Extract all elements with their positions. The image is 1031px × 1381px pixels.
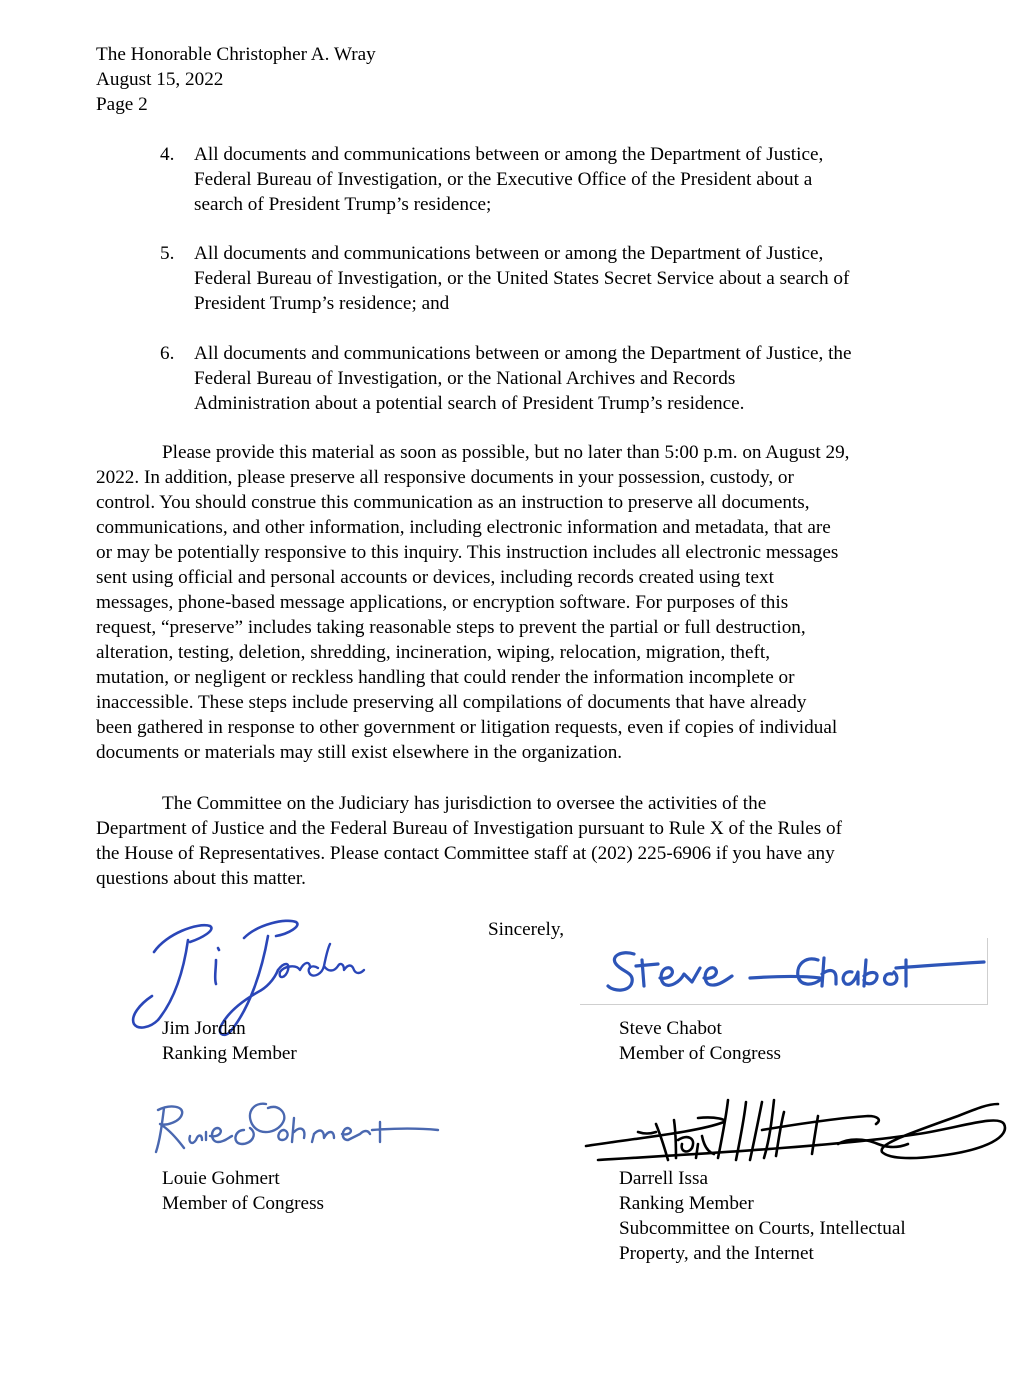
scan-edge — [580, 1004, 988, 1005]
louie-gohmert-signature — [148, 1090, 440, 1162]
signature-block-jim-jordan — [162, 1016, 297, 1066]
request-line: President Trump’s residence; and — [194, 293, 450, 314]
page-number: Page 2 — [96, 94, 148, 115]
request-line: Federal Bureau of Investigation, or the United States Secret Service about a search of — [194, 268, 850, 289]
paragraph-line: sent using official and personal accounts or devices, including records created using text — [96, 567, 774, 588]
request-item-6 — [160, 341, 960, 416]
signatory-title: Member of Congress — [162, 1193, 324, 1214]
preservation-paragraph — [96, 440, 956, 765]
paragraph-line: alteration, testing, deletion, shredding, incineration, wiping, relocation, migration, theft, — [96, 642, 771, 663]
request-line: All documents and communications between or among the Department of Justice, — [194, 243, 824, 264]
date-line: August 15, 2022 — [96, 69, 224, 90]
signatory-name: Darrell Issa — [619, 1168, 708, 1189]
signatory-title: Ranking Member — [619, 1193, 754, 1214]
paragraph-line: communications, and other information, including electronic information and metadata, that are — [96, 517, 831, 538]
request-item-5 — [160, 241, 960, 316]
signatory-title: Subcommittee on Courts, Intellectual — [619, 1218, 906, 1239]
signatory-name: Jim Jordan — [162, 1018, 246, 1039]
closing: Sincerely, — [488, 919, 565, 940]
request-line: Federal Bureau of Investigation, or the Executive Office of the President about a — [194, 169, 813, 190]
letter-header — [96, 42, 376, 117]
request-line: search of President Trump’s residence; — [194, 194, 492, 215]
paragraph-line: control. You should construe this communication as an instruction to preserve all documents, — [96, 492, 810, 513]
paragraph-line: messages, phone-based message applications, or encryption software. For purposes of this — [96, 592, 789, 613]
request-number: 5. — [160, 243, 175, 264]
request-line: Federal Bureau of Investigation, or the National Archives and Records — [194, 368, 736, 389]
paragraph-line: Please provide this material as soon as possible, but no later than 5:00 p.m. on August 29, — [162, 442, 850, 463]
signature-block-louie-gohmert — [162, 1166, 324, 1216]
request-item-4 — [160, 142, 960, 217]
signatory-title: Member of Congress — [619, 1043, 781, 1064]
darrell-issa-signature — [578, 1094, 1028, 1170]
request-line: Administration about a potential search of President Trump’s residence. — [194, 393, 745, 414]
signatory-title: Property, and the Internet — [619, 1243, 814, 1264]
paragraph-line: been gathered in response to other government or litigation requests, even if copies of individual — [96, 717, 838, 738]
request-line: All documents and communications between or among the Department of Justice, the — [194, 343, 852, 364]
request-number: 4. — [160, 144, 175, 165]
paragraph-line: or may be potentially responsive to this inquiry. This instruction includes all electronic messages — [96, 542, 839, 563]
paragraph-line: mutation, or negligent or reckless handling that could render the information incomplete or — [96, 667, 795, 688]
paragraph-line: questions about this matter. — [96, 868, 306, 889]
signatory-title: Ranking Member — [162, 1043, 297, 1064]
paragraph-line: Department of Justice and the Federal Bureau of Investigation pursuant to Rule X of the Rules of — [96, 818, 842, 839]
paragraph-line: 2022. In addition, please preserve all responsive documents in your possession, custody, or — [96, 467, 794, 488]
paragraph-line: The Committee on the Judiciary has jurisdiction to oversee the activities of the — [162, 793, 767, 814]
paragraph-line: inaccessible. These steps include preserving all compilations of documents that have already — [96, 692, 807, 713]
signature-block-darrell-issa — [619, 1166, 906, 1266]
paragraph-line: documents or materials may still exist elsewhere in the organization. — [96, 742, 623, 763]
paragraph-line: the House of Representatives. Please contact Committee staff at (202) 225-6906 if you have any — [96, 843, 835, 864]
request-number: 6. — [160, 343, 175, 364]
signatory-name: Steve Chabot — [619, 1018, 722, 1039]
request-line: All documents and communications between or among the Department of Justice, — [194, 144, 824, 165]
steve-chabot-signature — [600, 942, 990, 1004]
jurisdiction-paragraph — [96, 791, 956, 891]
recipient-line: The Honorable Christopher A. Wray — [96, 44, 376, 65]
signatory-name: Louie Gohmert — [162, 1168, 280, 1189]
signature-block-steve-chabot — [619, 1016, 781, 1066]
paragraph-line: request, “preserve” includes taking reasonable steps to prevent the partial or full destruction, — [96, 617, 806, 638]
